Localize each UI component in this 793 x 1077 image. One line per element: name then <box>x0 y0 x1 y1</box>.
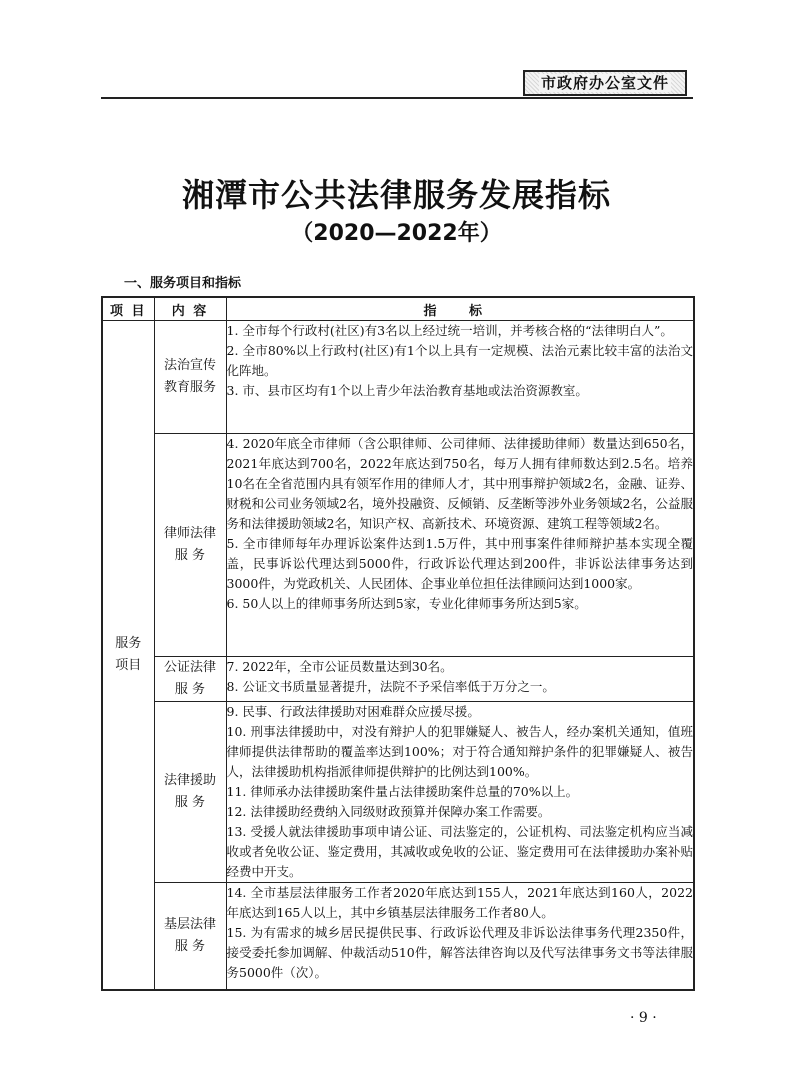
indicator-cell <box>226 321 694 434</box>
table-row <box>102 883 694 991</box>
category-label: 律师法律 <box>163 526 216 541</box>
project-label-line1: 服务 <box>115 636 142 651</box>
category-label: 服 务 <box>174 795 206 810</box>
indicator-item: 2. 全市80%以上行政村(社区)有1个以上具有一定规模、法治元素比较丰富的法治文化阵地。 <box>226 343 693 378</box>
indicator-item: 14. 全市基层法律服务工作者2020年底达到155人，2021年底达到160人，2022年底达到165人以上，其中乡镇基层法律服务工作者80人。 <box>226 885 693 920</box>
header-content: 内 容 <box>154 297 226 321</box>
category-label: 法治宣传 <box>163 358 216 373</box>
indicator-table <box>101 296 695 991</box>
table-row <box>102 657 694 702</box>
header-indicator: 指 标 <box>226 297 694 321</box>
category-label: 服 务 <box>174 939 206 954</box>
indicator-item: 7. 2022年，全市公证员数量达到30名。 <box>226 659 453 674</box>
indicator-item: 1. 全市每个行政村(社区)有3名以上经过统一培训，并考核合格的“法律明白人”。 <box>226 323 673 338</box>
category-label: 法律援助 <box>163 773 216 788</box>
indicator-cell <box>226 702 694 883</box>
category-cell <box>154 434 226 657</box>
table-row <box>102 321 694 434</box>
header-project: 项 目 <box>102 297 154 321</box>
indicator-cell <box>226 883 694 991</box>
indicator-item: 3. 市、县市区均有1个以上青少年法治教育基地或法治资源教室。 <box>226 383 588 398</box>
indicator-item: 6. 50人以上的律师事务所达到5家，专业化律师事务所达到5家。 <box>226 596 587 611</box>
document-type-tag: 市政府办公室文件 <box>523 70 687 96</box>
table-header-row <box>102 297 694 321</box>
header-rule <box>101 97 693 99</box>
table-row <box>102 434 694 657</box>
category-cell <box>154 657 226 702</box>
indicator-item: 11. 律师承办法律援助案件量占法律援助案件总量的70%以上。 <box>226 784 579 799</box>
indicator-item: 8. 公证文书质量显著提升，法院不予采信率低于万分之一。 <box>226 679 555 694</box>
document-title: 湘潭市公共法律服务发展指标 <box>181 176 611 214</box>
category-label: 服 务 <box>174 548 206 563</box>
category-label: 基层法律 <box>163 917 216 932</box>
document-subtitle: （2020—2022年） <box>291 221 502 246</box>
indicator-item: 12. 法律援助经费纳入同级财政预算并保障办案工作需要。 <box>226 804 551 819</box>
indicator-item: 15. 为有需求的城乡居民提供民事、行政诉讼代理及非诉讼法律事务代理2350件，接受委托参加调解、仲裁活动510件，解答法律咨询以及代写法律事务文书等法律服务5000件（次）。 <box>226 925 693 980</box>
category-cell <box>154 702 226 883</box>
category-label: 公证法律 <box>163 660 216 675</box>
indicator-item: 5. 全市律师每年办理诉讼案件达到1.5万件，其中刑事案件律师辩护基本实现全覆盖，民事诉讼代理达到5000件，行政诉讼代理达到200件，非诉讼法律事务达到3000件，为党政机关、人民团体、企事业单位担任法律顾问达到1000家。 <box>226 536 693 591</box>
category-cell <box>154 883 226 991</box>
indicator-item: 10. 刑事法律援助中，对没有辩护人的犯罪嫌疑人、被告人，经办案机关通知，值班律师提供法律帮助的覆盖率达到100%；对于符合通知辩护条件的犯罪嫌疑人、被告人，法律援助机构指派律师提供辩护的比例达到100%。 <box>226 724 693 779</box>
indicator-item: 4. 2020年底全市律师（含公职律师、公司律师、法律援助律师）数量达到650名，2021年底达到700名，2022年底达到750名，每万人拥有律师数达到2.5名。培养10名在全省范围内具有领军作用的律师人才，其中刑事辩护领域2名，金融、证券、财税和公司业务领域2名，境外投融资、反倾销、反垄断等涉外业务领域2名，公益服务和法律援助领域2名，知识产权、高新技术、环境资源、建筑工程等领域2名。 <box>226 436 693 531</box>
section-heading: 一、服务项目和指标 <box>124 276 242 291</box>
indicator-cell <box>226 434 694 657</box>
category-label: 教育服务 <box>163 380 216 395</box>
indicator-item: 9. 民事、行政法律援助对困难群众应援尽援。 <box>226 704 480 719</box>
table-row <box>102 702 694 883</box>
category-label: 服 务 <box>174 682 206 697</box>
project-label-line2: 项目 <box>115 658 142 673</box>
page-number: · 9 · <box>630 1010 657 1026</box>
indicator-cell <box>226 657 694 702</box>
indicator-item: 13. 受援人就法律援助事项申请公证、司法鉴定的，公证机构、司法鉴定机构应当减收或者免收公证、鉴定费用，其减收或免收的公证、鉴定费用可在法律援助办案补贴经费中开支。 <box>226 824 693 879</box>
project-cell <box>102 321 154 991</box>
category-cell <box>154 321 226 434</box>
